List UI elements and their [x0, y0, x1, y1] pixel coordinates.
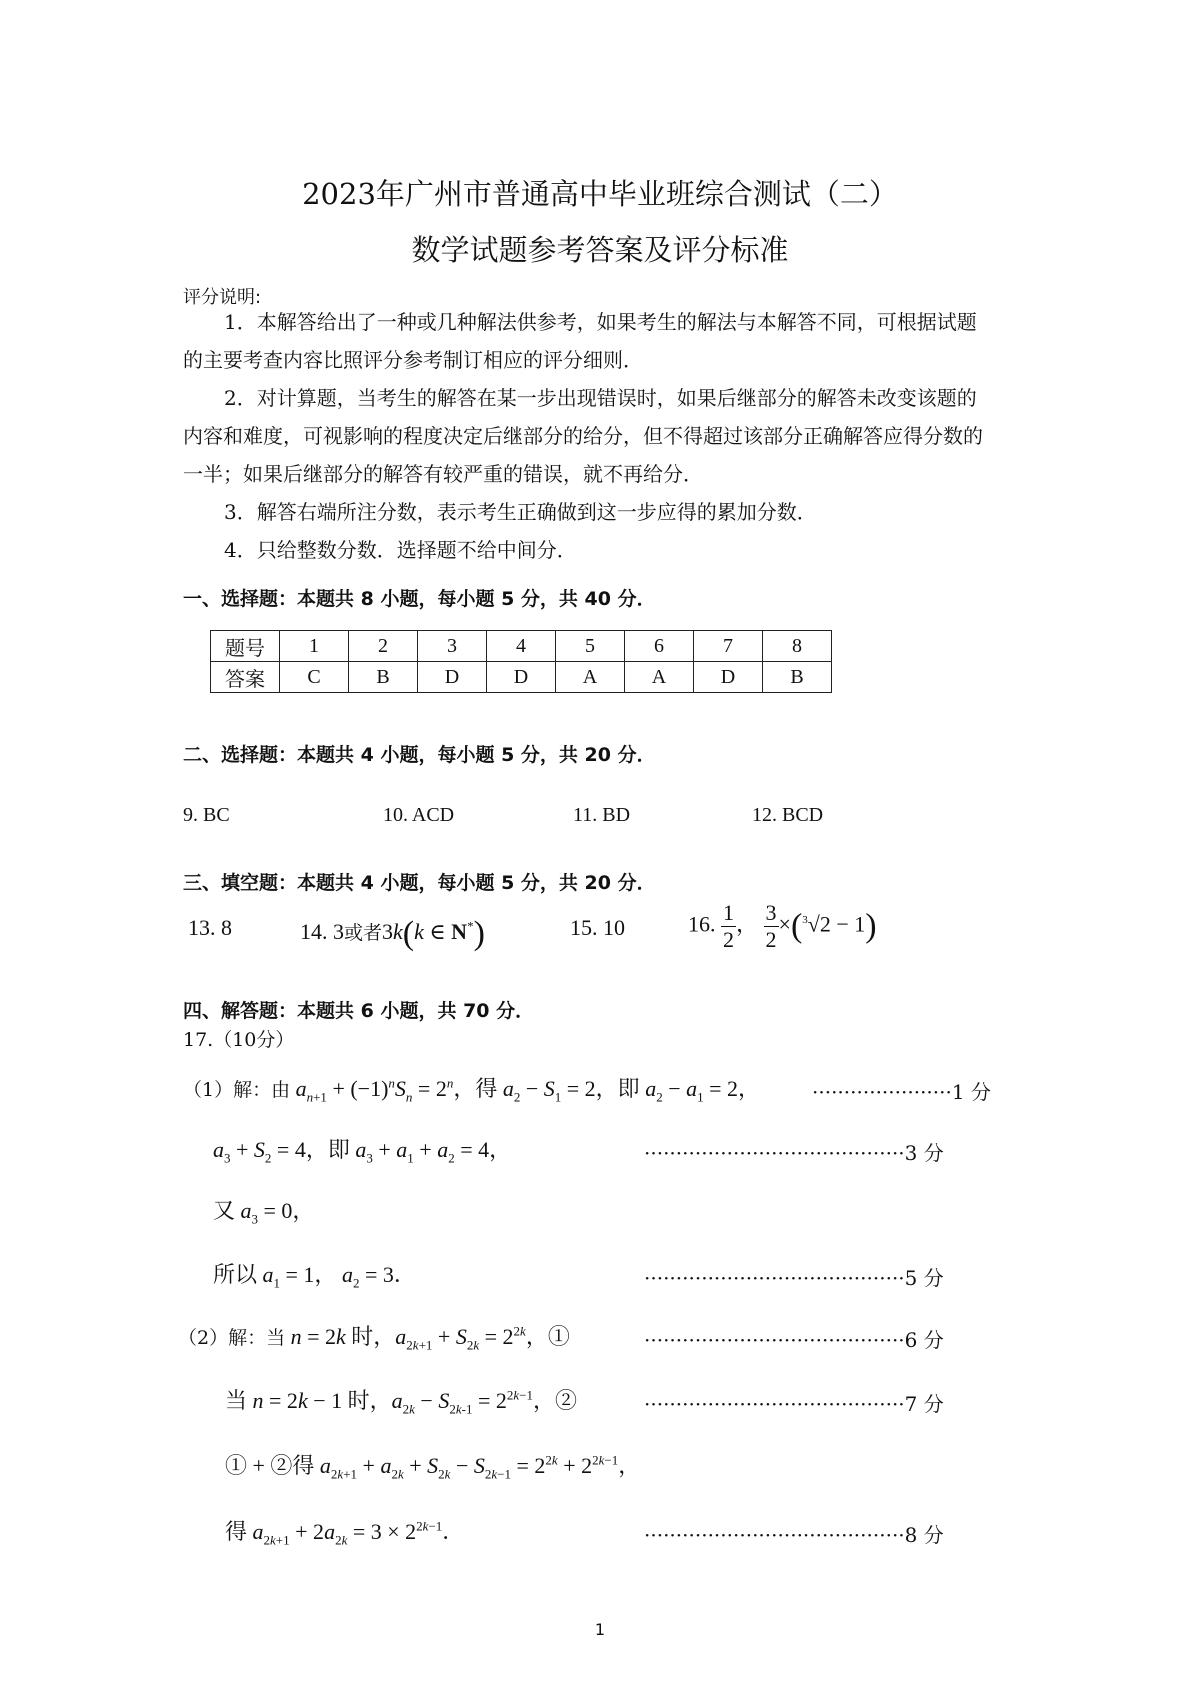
q17-label: 17.（10分） [183, 1029, 295, 1051]
table-header-label: 题号 [211, 631, 280, 662]
page-title: 2023年广州市普通高中毕业班综合测试（二） [302, 177, 898, 211]
score-value: 1 分 [951, 1080, 991, 1104]
score-line-2: ·········································3 分 [644, 1141, 944, 1165]
table-cell: 3 [418, 631, 487, 662]
answer-14: 14. 3或者3k(k ∈ N*) [300, 915, 485, 952]
answer-10: 10. ACD [383, 804, 455, 826]
table-answer-label: 答案 [211, 662, 280, 693]
page-number: 1 [594, 1620, 606, 1639]
section2-heading: 二、选择题：本题共 4 小题，每小题 5 分，共 20 分． [183, 744, 656, 766]
score-value: 5 分 [904, 1266, 944, 1290]
part1-line2: $a_3 + S_2 = 4$，即 $a_3 + a_1 + a_2 = 4$， [213, 1137, 512, 1166]
score-line-5: ·········································7 分 [644, 1392, 944, 1416]
table-cell: B [763, 662, 832, 693]
table-cell: 5 [556, 631, 625, 662]
instruction-2-cont: 内容和难度，可视影响的程度决定后继部分的给分，但不得超过该部分正确解答应得分数的 [183, 424, 983, 448]
table-cell: 4 [487, 631, 556, 662]
answer-14-or: 或者 [344, 922, 383, 945]
part1-line1: （1）解：由 $a_{n+1} + (-1)^nS_n = 2^n$，得 $a_2 - S_1 = 2$，即 $a_2 - a_1 = 2$， [183, 1075, 761, 1105]
section1-heading: 一、选择题：本题共 8 小题，每小题 5 分，共 40 分． [183, 588, 656, 610]
answer-15: 15. 10 [570, 915, 625, 940]
score-line-1: ······················1 分 [812, 1080, 991, 1104]
score-value: 7 分 [904, 1392, 944, 1416]
score-line-3: ·········································5 分 [644, 1266, 944, 1290]
part2-label: （2）解：当 [178, 1327, 286, 1349]
score-line-4: ·········································6 分 [644, 1328, 944, 1352]
part1-label: （1）解：由 [183, 1079, 291, 1101]
table-cell: D [418, 662, 487, 693]
instructions-heading: 评分说明: [183, 287, 262, 308]
table-cell: B [349, 662, 418, 693]
score-value: 6 分 [904, 1328, 944, 1352]
instruction-3: 3．解答右端所注分数，表示考生正确做到这一步应得的累加分数． [224, 500, 817, 524]
part2-line2: 当 n = 2k − 1 时，$a_{2k} - S_{2k-1} = 2^{2k-1}$，② [225, 1387, 578, 1417]
instruction-1: 1．本解答给出了一种或几种解法供参考，如果考生的解法与本解答不同，可根据试题 [224, 310, 977, 334]
score-value: 8 分 [904, 1523, 944, 1547]
table-cell: 1 [280, 631, 349, 662]
fraction-three-halves: $\frac{3}{2}$ [765, 900, 777, 952]
instruction-1-cont: 的主要考查内容比照评分参考制订相应的评分细则． [183, 348, 643, 372]
instruction-2-cont2: 一半；如果后继部分的解答有较严重的错误，就不再给分． [183, 462, 703, 486]
part2-line1: （2）解：当 n = 2k 时，$a_{2k+1} + S_{2k} = 2^{2k}$，① [178, 1323, 570, 1353]
section4-heading: 四、解答题：本题共 6 小题，共 70 分． [183, 1000, 535, 1022]
table-cell: 7 [694, 631, 763, 662]
table-cell: 8 [763, 631, 832, 662]
table-cell: D [487, 662, 556, 693]
answer-16-label: 16. [688, 911, 716, 937]
score-value: 3 分 [904, 1141, 944, 1165]
table-cell: D [694, 662, 763, 693]
answer-table-row-numbers [211, 631, 832, 662]
table-cell: C [280, 662, 349, 693]
part2-line4: 得 $a_{2k+1} + 2a_{2k} = 3 \times 2^{2k-1}$． [225, 1518, 465, 1548]
score-line-6: ·········································8 分 [644, 1523, 944, 1547]
answer-9: 9. BC [183, 804, 230, 826]
section3-heading: 三、填空题：本题共 4 小题，每小题 5 分，共 20 分． [183, 872, 656, 894]
table-cell: 6 [625, 631, 694, 662]
answer-11: 11. BD [573, 804, 631, 826]
answer-table [210, 630, 832, 693]
instruction-4: 4．只给整数分数．选择题不给中间分． [224, 538, 577, 562]
part2-line3: ① + ②得 $a_{2k+1} + a_{2k} + S_{2k} - S_{2k-1} = 2^{2k} + 2^{2k-1}$， [225, 1452, 641, 1482]
answer-12: 12. BCD [752, 804, 824, 826]
answer-table-row-answers [211, 662, 832, 693]
fraction-one-half: $\frac{1}{2}$ [723, 900, 734, 952]
page-subtitle: 数学试题参考答案及评分标准 [411, 233, 789, 267]
table-cell: A [625, 662, 694, 693]
part1-line3: 又 $a_3 = 0$， [213, 1198, 315, 1227]
answer-14-prefix: 14. 3 [300, 919, 344, 945]
answer-16: 16. $\frac{1}{2}$ ， $\frac{3}{2}$ ×($^3$√2 − 1) [688, 900, 877, 952]
table-cell: A [556, 662, 625, 693]
instruction-2: 2．对计算题，当考生的解答在某一步出现错误时，如果后继部分的解答未改变该题的 [224, 386, 977, 410]
table-cell: 2 [349, 631, 418, 662]
answer-13: 13. 8 [188, 915, 232, 940]
part1-line4: 所以 $a_1 = 1$， $a_2 = 3$． [213, 1262, 416, 1291]
